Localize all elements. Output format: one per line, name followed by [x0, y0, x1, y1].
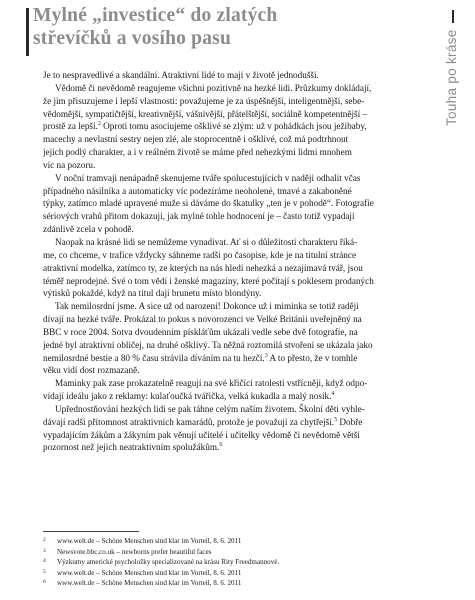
text-line: Tak nemilosrdní jsme. A sice už od narození! Dokonce už i miminka se totiž raději — [55, 301, 359, 312]
footnote-text: www.welt.de – Schöne Menschen sind klar im Vorteil, 8. 6. 2011 — [57, 568, 242, 577]
text-line: vypadajícím žákům a žákyním pak věnují učitelé i učitelky vědomě či nevědomě větší — [43, 429, 360, 440]
footnote-ref: 5 — [334, 416, 338, 423]
text-line: téměř neprodejné. Své o tom vědí i ženské magazíny, které počítají s poklesem prodaných — [43, 275, 374, 286]
text-line: vědomější, sympatičtější, kreativnější, vášnivější, přátelštější, sociálně kompetentnější – — [43, 108, 368, 119]
text-line: Vědomě či nevědomě reagujeme všichni pozitivně na hezké lidi. Průzkumy dokládají, — [55, 82, 372, 93]
footnote — [43, 547, 421, 558]
chapter-title-line: střevíčků a vosího pasu — [33, 28, 232, 49]
footnote-number: 5 — [43, 568, 46, 575]
text-line: vídají ideálu jako z reklamy: kulaťoučká tvářička, velká kukadla a malý nosík.$^4$ — [43, 391, 335, 402]
footnote-ref: 6 — [219, 442, 223, 449]
text-line: zdánlivě zcela v pohodě. — [43, 224, 134, 235]
text-line: dávají radši přítomnost atraktivních kamarádů, protože je považují za chytřejší.$^5$ Dobře — [43, 416, 363, 427]
footnote-text: www.welt.de – Schöne Menschen sind klar im Vorteil, 8. 6. 2011 — [57, 537, 242, 545]
footnote-number: 4 — [43, 558, 46, 565]
footnote — [43, 568, 421, 579]
paragraph — [43, 236, 421, 300]
body-text — [43, 69, 421, 454]
text-line: prostě za lepší.$^2$ Oproti tomu asociujeme ošklivé se zlým: už v pohádkách jsou ježibaby, — [43, 121, 367, 132]
text-line: víc na pozoru. — [43, 159, 96, 170]
footnote-number: 3 — [43, 547, 46, 554]
text-line: me, co chceme, v trafice vždycky sáhneme radši po časopise, kde je na titulní stránce — [43, 249, 357, 260]
footnote-number: 6 — [43, 579, 46, 586]
text-line: jedné byl atraktivní obličej, na druhé ošklivý. Ta něžná roztomilá stvoření se ukázala jako — [43, 339, 373, 350]
chapter-title-line: Mylné „investice“ do zlatých — [33, 5, 278, 26]
text-line: V noční tramvaji nenápadně skenujeme tváře spolucestujících v naději odhalit včas — [55, 172, 361, 183]
text-line: Upřednostňování hezkých lidí se pak táhne celým naším životem. Školní děti vyhle- — [55, 403, 365, 414]
paragraph — [43, 377, 421, 403]
text-line: týpky, zatímco mladé upravené muže si dáváme do škatulky „ten je v pohodě“. Fotografie — [43, 198, 374, 209]
footnote-ref: 3 — [264, 352, 268, 359]
footnote — [43, 557, 421, 568]
footnote-ref: 4 — [331, 391, 335, 398]
title-accent-bar — [26, 8, 29, 56]
paragraph — [43, 82, 421, 172]
text-line: výtisků pokaždé, když na titul dají brunetu místo blondýny. — [43, 288, 262, 299]
footnote-ref: 2 — [97, 121, 101, 128]
text-line: pozornost než jejich neatraktivním spolužákům.$^6$ — [43, 442, 223, 453]
text-line: atraktivní modelka, zatímco ty, ze kterých na nás hledí nehezká a nezajímavá tvář, jsou — [43, 262, 363, 273]
text-line: případného násilníka a automaticky víc podezíráme neoholené, tmavé a zakaboněné — [43, 185, 352, 196]
text-line: věku vidí dost rozmazaně. — [43, 365, 140, 376]
text-line: Naopak na krásné lidi se nemůžeme vynadívat. Ať si o důležitosti charakteru říká- — [55, 236, 358, 247]
footnote — [43, 578, 421, 589]
footnote-number: 2 — [43, 537, 46, 543]
text-line: BBC v roce 2004. Sotva dvoudenním pískláťům ukázali vedle sebe dvě fotografie, na — [43, 326, 358, 337]
paragraph — [43, 69, 421, 82]
footnote-text: Výzkumy americké psycholožky specializované na krásu Rity Freedmannové. — [57, 558, 280, 567]
chapter-title — [33, 4, 403, 50]
text-line: macechy a nevlastní sestry nejen zlé, ale stoprocentně i ošklivé, což má podtrhnout — [43, 134, 349, 145]
footnote-text: www.welt.de – Schöne Menschen sind klar im Vorteil, 8. 6. 2011 — [57, 579, 242, 588]
footnotes — [43, 536, 421, 589]
paragraph — [43, 403, 421, 454]
footnote-divider — [43, 531, 139, 532]
text-line: jejich podlý charakter, a i v reálném životě se máme před nehezkými lidmi mnohem — [43, 147, 352, 158]
text-line: dívají na hezké tváře. Prokázal to pokus s novorozenci ve Velké Británii uveřejněný na — [43, 314, 362, 325]
text-line: Maminky pak zase prokazatelně reagují na své křičící ratolesti vstřícněji, když odpo- — [55, 378, 368, 389]
footnote — [43, 536, 421, 547]
running-header-tick — [452, 10, 454, 23]
text-line: že jim přisuzujeme i lepší vlastnosti: považujeme je za úspěšnější, inteligentnější, sebe- — [43, 95, 365, 106]
text-line: nemilosrdné bestie a 80 % času strávila díváním na tu hezčí.$^3$ A to přesto, že v tomhle — [43, 352, 358, 363]
running-header — [434, 8, 470, 128]
paragraph — [43, 172, 421, 236]
footnote-text: Newsvote.bbc.co.uk – newborns prefer beautiful faces — [57, 547, 212, 556]
text-line: Je to nespravedlivé a skandální. Atraktivní lidé to mají v životě jednodušší. — [43, 70, 319, 80]
text-line: sériových vrahů přitom dokazují, jak mylné tohle hodnocení je – často totiž vypadají — [43, 211, 355, 222]
paragraph — [43, 300, 421, 377]
running-header-label: Touha po kráse — [444, 29, 459, 126]
